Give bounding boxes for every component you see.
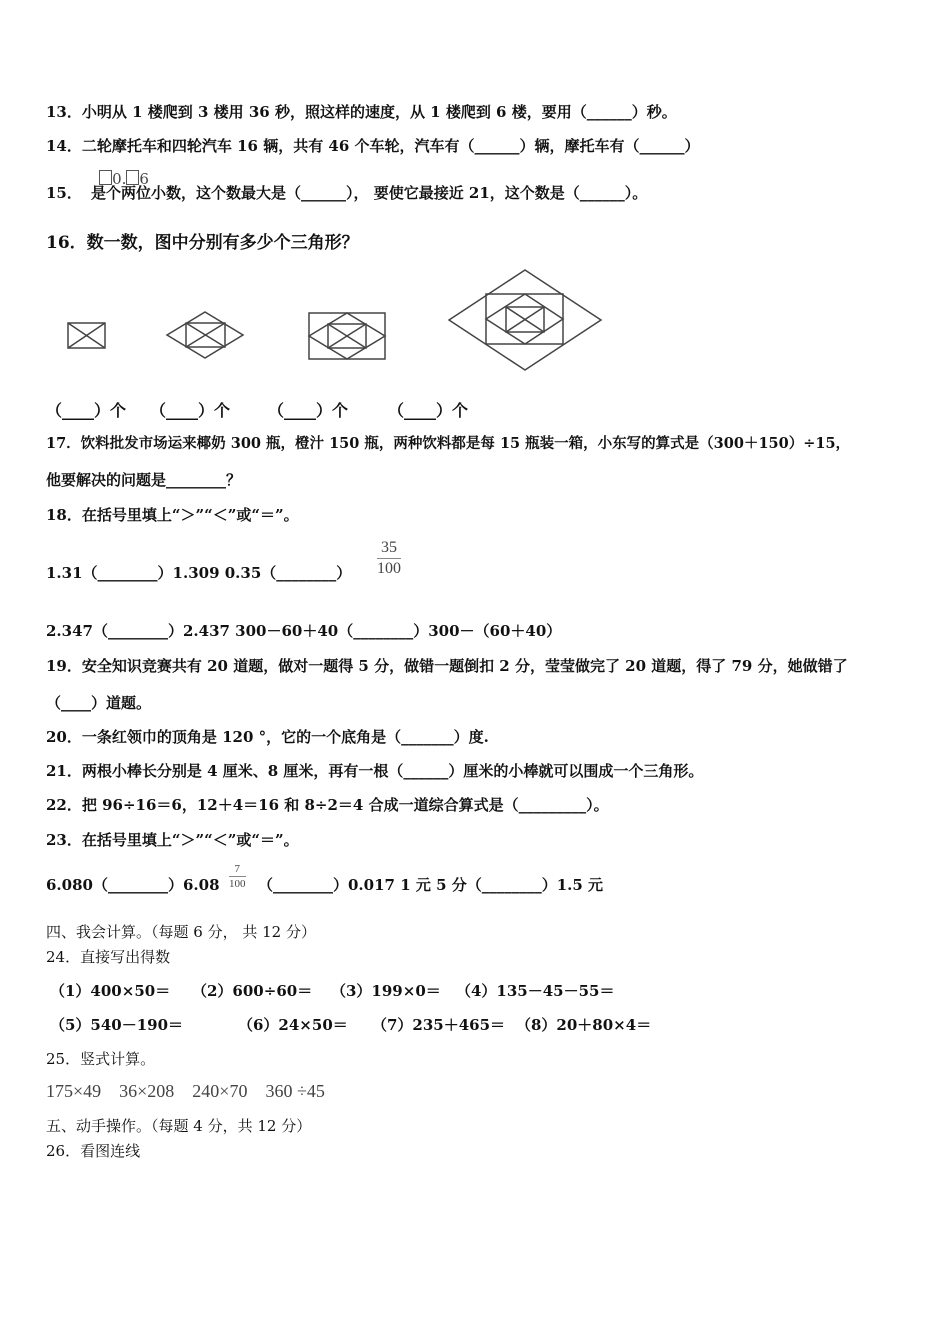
q24-item-5: （5）540－190＝ — [50, 1016, 184, 1034]
question-14: 14．二轮摩托车和四轮汽车 16 辆，共有 46 个车轮，汽车有（______）辆，摩托车有（______） — [46, 137, 700, 155]
question-24: 24．直接写出得数 — [46, 948, 171, 966]
q24-item-8: （8）20＋80×4＝ — [516, 1016, 652, 1034]
question-20: 20．一条红领巾的顶角是 120 °，它的一个底角是（_______）度. — [46, 728, 489, 746]
question-18-row-1: 1.31（________）1.309 0.35（________） — [46, 564, 352, 582]
q24-item-7: （7）235＋465＝ — [372, 1016, 506, 1034]
question-13: 13．小明从 1 楼爬到 3 楼用 36 秒，照这样的速度，从 1 楼爬到 6 楼，要用（______）秒。 — [46, 103, 677, 121]
section-4-heading: 四、我会计算。（每题 6 分， 共 12 分） — [46, 923, 316, 941]
fraction-35-100: $\frac{35}{100}$ — [377, 539, 401, 577]
section-5-heading: 五、动手操作。（每题 4 分，共 12 分） — [46, 1117, 312, 1135]
question-18-row-2: 2.347（________）2.437 300－60＋40（________）300－（60＋40） — [46, 622, 562, 640]
question-18: 18．在括号里填上“＞”“＜”或“＝”。 — [46, 506, 299, 524]
question-16: 16．数一数，图中分别有多少个三角形？ — [46, 233, 359, 253]
question-15 — [46, 170, 648, 203]
question-17-line-2: 他要解决的问题是________？ — [46, 471, 242, 489]
question-17-line-1: 17．饮料批发市场运来椰奶 300 瓶，橙汁 150 瓶，两种饮料都是每 15 瓶装一箱，小东写的算式是（300＋150）÷15， — [46, 435, 851, 452]
q16-answer-1: （____）个 — [46, 401, 127, 420]
question-23: 23．在括号里填上“＞”“＜”或“＝”。 — [46, 831, 299, 849]
q24-item-4: （4）135－45－55＝ — [456, 982, 615, 1000]
q25-expressions: 175×49 36×208 240×70 360 ÷45 — [46, 1081, 325, 1101]
q24-item-3: （3）199×0＝ — [331, 982, 441, 1000]
question-25: 25．竖式计算。 — [46, 1050, 156, 1068]
question-19-line-1: 19．安全知识竞赛共有 20 道题，做对一题得 5 分，做错一题倒扣 2 分，莹莹做完了 20 道题，得了 79 分，她做错了 — [46, 657, 848, 675]
digit-box-icon — [99, 170, 112, 185]
question-23-part-a: 6.080（________）6.08 — [46, 876, 220, 894]
triangle-figure-3 — [306, 310, 388, 362]
question-15-number: 15． — [46, 184, 82, 202]
triangle-figure-4 — [446, 268, 604, 372]
q24-item-6: （6）24×50＝ — [238, 1016, 348, 1034]
question-21: 21．两根小棒长分别是 4 厘米、8 厘米，再有一根（______）厘米的小棒就可以围成一个三角形。 — [46, 762, 704, 780]
q16-answer-2: （____）个 — [150, 401, 231, 420]
question-22: 22．把 96÷16＝6，12＋4＝16 和 8÷2＝4 合成一道综合算式是（_________）。 — [46, 796, 609, 814]
q24-item-1: （1）400×50＝ — [50, 982, 171, 1000]
question-23-part-b: （________）0.017 1 元 5 分（________）1.5 元 — [258, 876, 604, 894]
question-15-digit-template: 0. 6 — [99, 170, 149, 188]
digit-box-icon — [126, 170, 139, 185]
triangle-figure-2 — [164, 310, 246, 360]
question-15-text: 是个两位小数，这个数最大是（______）， 要使它最接近 21，这个数是（______）。 — [90, 184, 648, 202]
fraction-7-100: $\frac{7}{100}$ — [229, 863, 246, 890]
q16-answer-3: （____）个 — [268, 401, 349, 420]
triangle-figure-1 — [66, 321, 108, 351]
q16-answer-4: （____）个 — [388, 401, 469, 420]
question-19-line-2: （____）道题。 — [46, 694, 152, 712]
question-26: 26．看图连线 — [46, 1142, 141, 1160]
q24-item-2: （2）600÷60＝ — [192, 982, 313, 1000]
